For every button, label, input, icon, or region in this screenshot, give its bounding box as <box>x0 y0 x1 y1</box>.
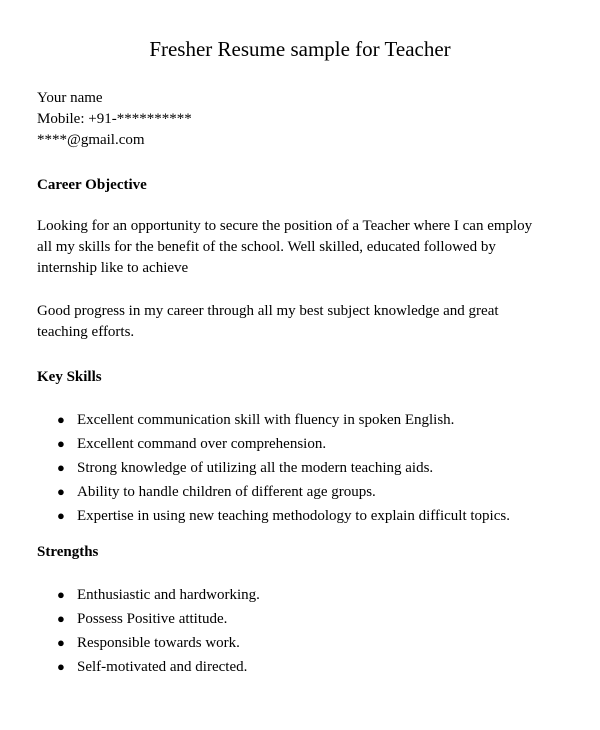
bullet-icon: ● <box>57 587 65 602</box>
strength-text: Responsible towards work. <box>77 635 240 651</box>
paragraph-line: teaching efforts. <box>37 324 135 340</box>
strengths-heading: Strengths <box>37 544 99 560</box>
bullet-icon: ● <box>57 659 65 674</box>
bullet-icon: ● <box>57 611 65 626</box>
skill-text: Excellent command over comprehension. <box>77 436 327 452</box>
paragraph-line: Looking for an opportunity to secure the position of a Teacher where I can employ <box>37 218 533 234</box>
career-objective-paragraph-1 <box>37 216 567 279</box>
key-skills-list <box>57 408 510 528</box>
list-item <box>57 408 510 432</box>
contact-email: ****@gmail.com <box>37 132 145 148</box>
paragraph-line: Good progress in my career through all my best subject knowledge and great <box>37 303 499 319</box>
contact-block <box>37 88 192 151</box>
bullet-icon: ● <box>57 484 65 499</box>
bullet-icon: ● <box>57 508 65 523</box>
contact-name: Your name <box>37 90 103 106</box>
list-item <box>57 583 260 607</box>
list-item <box>57 631 260 655</box>
skill-text: Ability to handle children of different age groups. <box>77 484 376 500</box>
bullet-icon: ● <box>57 460 65 475</box>
contact-mobile: Mobile: +91-********** <box>37 111 192 127</box>
bullet-icon: ● <box>57 635 65 650</box>
list-item <box>57 456 510 480</box>
paragraph-line: internship like to achieve <box>37 260 189 276</box>
page-title: Fresher Resume sample for Teacher <box>149 37 451 61</box>
strength-text: Enthusiastic and hardworking. <box>77 587 260 603</box>
list-item <box>57 480 510 504</box>
skill-text: Strong knowledge of utilizing all the modern teaching aids. <box>77 460 434 476</box>
list-item <box>57 504 510 528</box>
list-item <box>57 607 260 631</box>
bullet-icon: ● <box>57 412 65 427</box>
strength-text: Possess Positive attitude. <box>77 611 228 627</box>
list-item <box>57 432 510 456</box>
career-objective-paragraph-2 <box>37 301 567 343</box>
key-skills-heading: Key Skills <box>37 369 102 385</box>
bullet-icon: ● <box>57 436 65 451</box>
skill-text: Excellent communication skill with fluency in spoken English. <box>77 412 455 428</box>
skill-text: Expertise in using new teaching methodology to explain difficult topics. <box>77 508 510 524</box>
paragraph-line: all my skills for the benefit of the school. Well skilled, educated followed by <box>37 239 496 255</box>
strength-text: Self-motivated and directed. <box>77 659 248 675</box>
list-item <box>57 655 260 679</box>
career-objective-heading: Career Objective <box>37 177 147 193</box>
strengths-list <box>57 583 260 679</box>
